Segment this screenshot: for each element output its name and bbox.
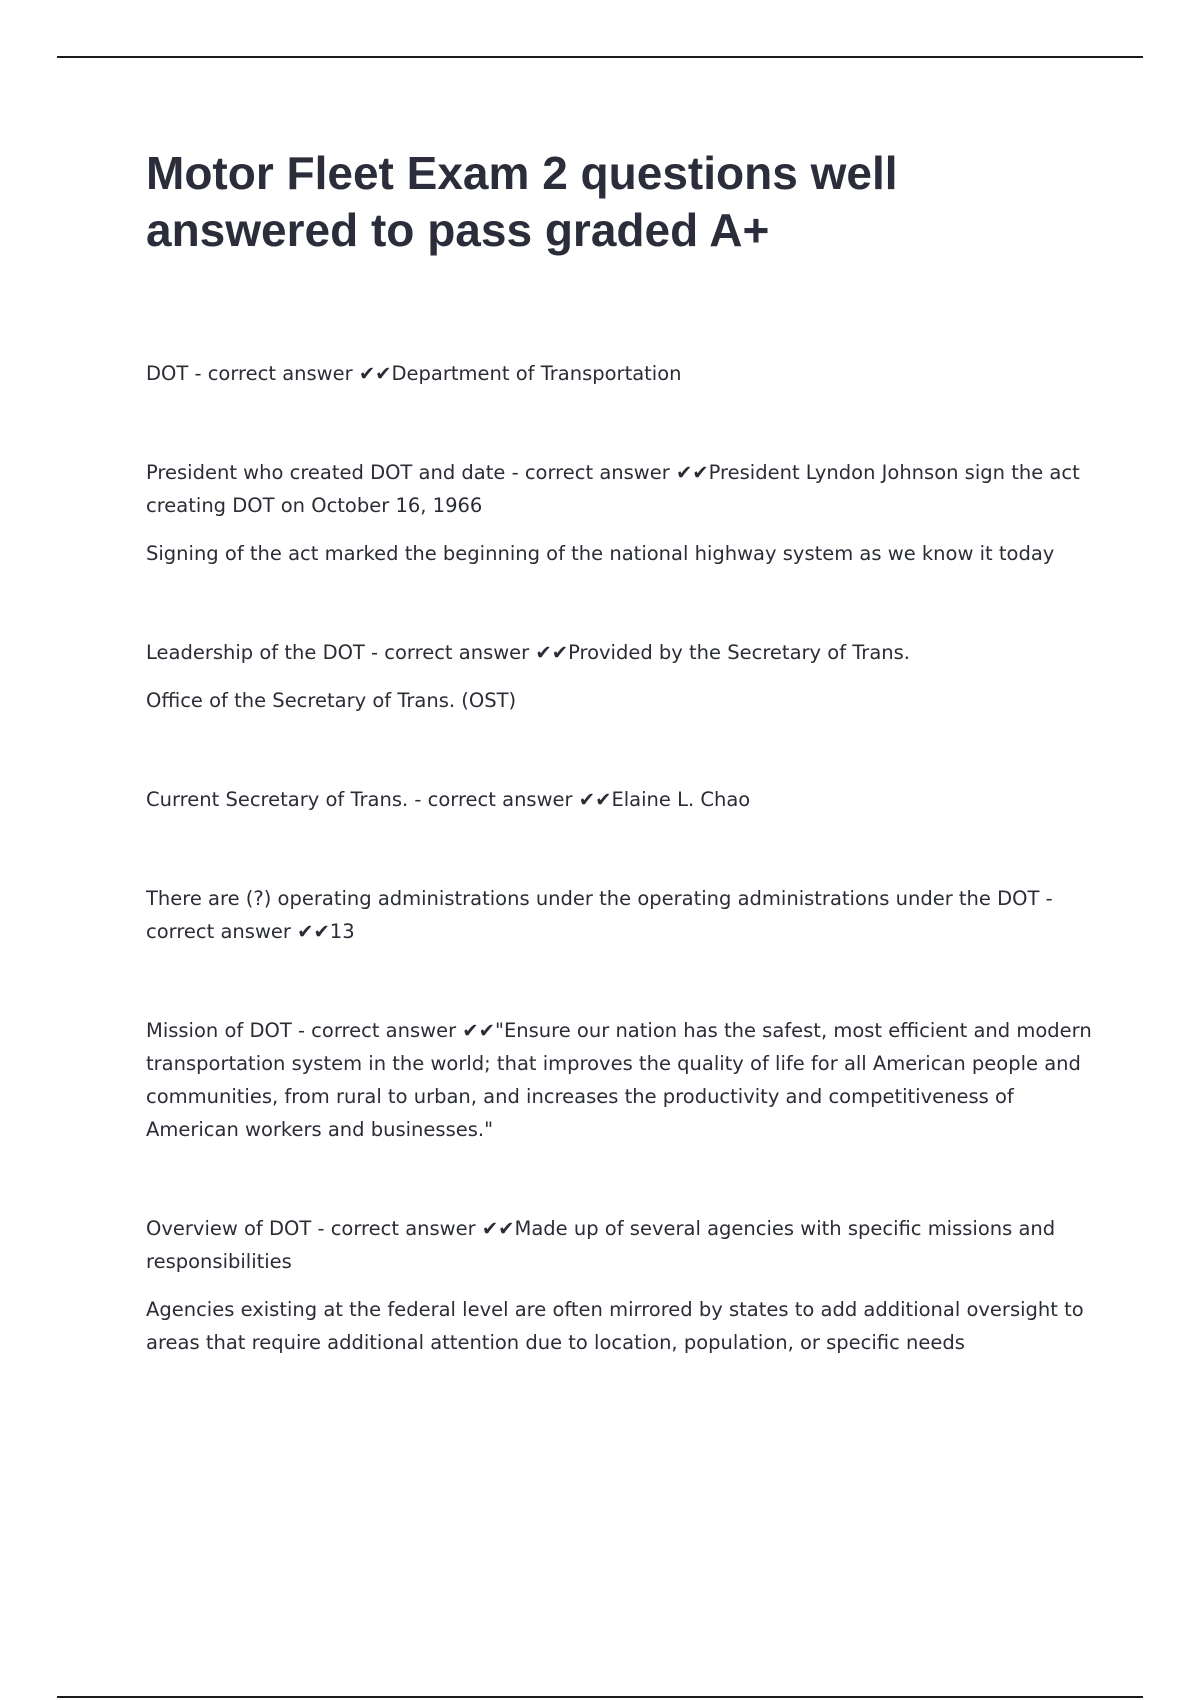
qa-main (146, 357, 1096, 390)
qa-item (146, 1014, 1096, 1146)
answer-separator: - correct answer (291, 1019, 463, 1042)
answer-separator: - correct answer (505, 461, 676, 484)
answer-text: President Lyndon Johnson sign the act creating DOT on October 16, 1966 (146, 461, 1080, 517)
qa-item (146, 1212, 1096, 1359)
qa-main (146, 882, 1096, 948)
check-mark-icon: ✔✔ (535, 641, 569, 664)
check-mark-icon: ✔✔ (297, 920, 330, 943)
answer-separator: - correct answer (364, 641, 536, 664)
question-text: Overview of DOT (146, 1217, 312, 1240)
bottom-rule (57, 1696, 1143, 1698)
question-text: Current Secretary of Trans. (146, 788, 409, 811)
qa-item (146, 882, 1096, 948)
answer-text: "Ensure our nation has the safest, most efficient and modern transportation system in the world; that improves the quality of life for all American people and communities, from rural to urban, and increases the productivity and competitiveness of American workers and businesses." (146, 1019, 1092, 1141)
answer-text: Provided by the Secretary of Trans. (568, 641, 910, 664)
question-text: There are (?) operating administrations under the operating administrations under the DOT (146, 887, 1040, 910)
qa-item (146, 636, 1096, 717)
question-text: President who created DOT and date (146, 461, 506, 484)
qa-item (146, 783, 1096, 816)
answer-text: Department of Transportation (391, 362, 682, 385)
check-mark-icon: ✔✔ (481, 1217, 515, 1240)
answer-note: Office of the Secretary of Trans. (OST) (146, 689, 517, 712)
qa-list (146, 357, 1096, 1359)
answer-separator: - correct answer (311, 1217, 482, 1240)
qa-main (146, 1014, 1096, 1146)
qa-item (146, 357, 1096, 390)
answer-separator: - correct answer (408, 788, 579, 811)
answer-separator: - correct answer (146, 887, 1053, 943)
question-text: DOT (146, 362, 189, 385)
check-mark-icon: ✔✔ (462, 1019, 495, 1042)
check-mark-icon: ✔✔ (358, 362, 392, 385)
question-text: Leadership of the DOT (146, 641, 365, 664)
top-rule (57, 56, 1143, 58)
qa-main (146, 783, 1096, 816)
answer-separator: - correct answer (188, 362, 359, 385)
qa-main (146, 1212, 1096, 1278)
qa-main (146, 636, 1096, 669)
answer-text: Elaine L. Chao (611, 788, 751, 811)
check-mark-icon: ✔✔ (675, 461, 709, 484)
check-mark-icon: ✔✔ (578, 788, 612, 811)
document-body (146, 145, 1096, 1425)
question-text: Mission of DOT (146, 1019, 292, 1042)
answer-note: Agencies existing at the federal level are often mirrored by states to add additional oversight to areas that require additional attention due to location, population, or specific needs (146, 1298, 1084, 1354)
answer-text: Made up of several agencies with specific missions and responsibilities (146, 1217, 1056, 1273)
qa-main (146, 456, 1096, 522)
answer-text: 13 (329, 920, 355, 943)
qa-item (146, 456, 1096, 570)
page-title: Motor Fleet Exam 2 questions well answered to pass graded A+ (146, 147, 898, 256)
answer-note: Signing of the act marked the beginning of the national highway system as we know it today (146, 542, 1055, 565)
